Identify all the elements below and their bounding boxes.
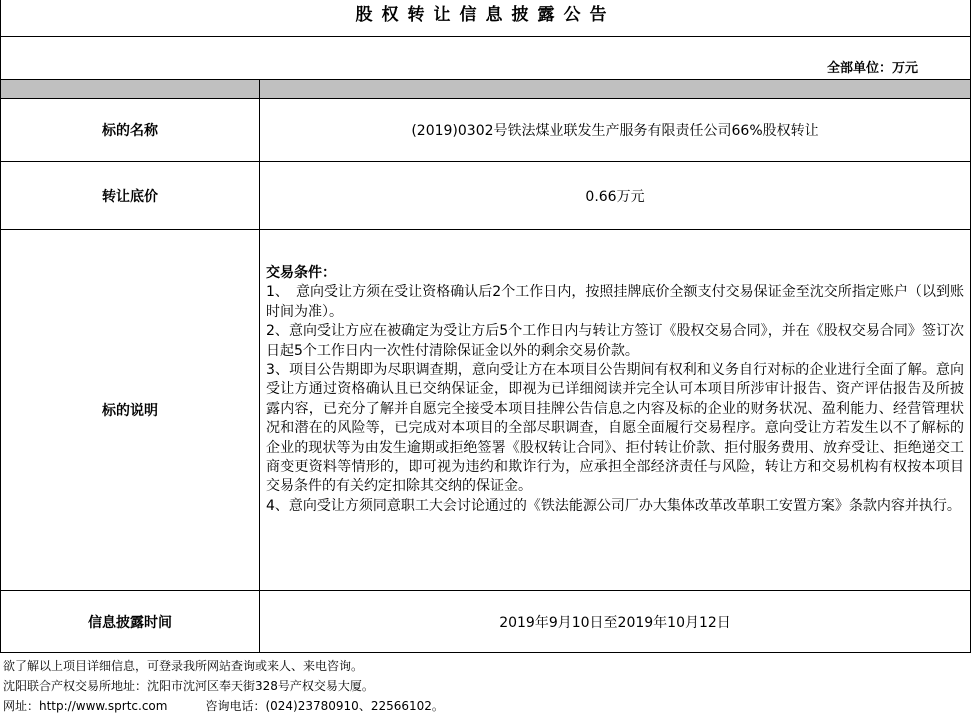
footer-phone: 咨询电话：(024)23780910、22566102。 [205, 699, 444, 713]
description-label: 标的说明 [1, 230, 260, 591]
reserve-price-value: 0.66万元 [260, 162, 971, 230]
subject-name-value: (2019)0302号铁法煤业联发生产服务有限责任公司66%股权转让 [260, 99, 971, 162]
subject-name-label: 标的名称 [1, 99, 260, 162]
description-content [260, 230, 971, 591]
table-row-subject-name [1, 99, 971, 162]
footer-inquiry: 欲了解以上项目详细信息，可登录我所网站查询或来人、来电咨询。 [3, 659, 364, 673]
condition-item-4: 4、意向受让方须同意职工大会讨论通过的《铁法能源公司厂办大集体改革改革职工安置方案》条款内容并执行。 [266, 497, 961, 514]
table-header-bar [0, 79, 971, 99]
table-row-reserve-price [1, 162, 971, 230]
condition-item-2: 2、意向受让方应在被确定为受让方后5个工作日内与转让方签订《股权交易合同》，并在《股权交易合同》签订次日起5个工作日内一次性付清除保证金以外的剩余交易价款。 [266, 323, 964, 359]
condition-item-3: 3、项目公告期即为尽职调查期，意向受让方在本项目公告期间有权利和义务自行对标的企业进行全面了解。意向受让方通过资格确认且已交纳保证金，即视为已详细阅读并完全认可本项目所涉审计报告、资产评估报告及所披露内容，已充分了解并自愿完全接受本项目挂牌公告信息之内容及标的企业的财务状况、盈利能力、经营管理状况和潜在的风险等，已完成对本项目的全部尽职调查，自愿全面履行交易程序。意向受让方若发生以不了解标的企业的现状等为由发生逾期或拒绝签署《股权转让合同》、拒付转让价款、拒付服务费用、放弃受让、拒绝递交工商变更资料等情形的，即可视为违约和欺诈行为，应承担全部经济责任与风险，转让方和交易机构有权按本项目交易条件的有关约定扣除其交纳的保证金。 [266, 362, 964, 495]
table-row-description [1, 230, 971, 591]
header-divider [259, 80, 260, 98]
unit-row [0, 37, 971, 79]
announcement-table [0, 98, 971, 653]
footer-address: 沈阳联合产权交易所地址：沈阳市沈河区奉天街328号产权交易大厦。 [3, 679, 374, 693]
table-row-disclosure-time [1, 591, 971, 653]
footer-website[interactable]: 网址：http://www.sprtc.com [3, 699, 168, 713]
disclosure-time-value: 2019年9月10日至2019年10月12日 [260, 591, 971, 653]
footer-contact [3, 696, 444, 716]
conditions-heading: 交易条件： [266, 265, 336, 281]
disclosure-time-label: 信息披露时间 [1, 591, 260, 653]
footer [3, 656, 444, 716]
reserve-price-label: 转让底价 [1, 162, 260, 230]
condition-item-1: 1、 意向受让方须在受让资格确认后2个工作日内，按照挂牌底价全额支付交易保证金至沈交所指定账户（以到账时间为准）。 [266, 284, 964, 320]
page-title: 股权转让信息披露公告 [0, 0, 971, 37]
unit-label: 全部单位：万元 [826, 61, 918, 76]
